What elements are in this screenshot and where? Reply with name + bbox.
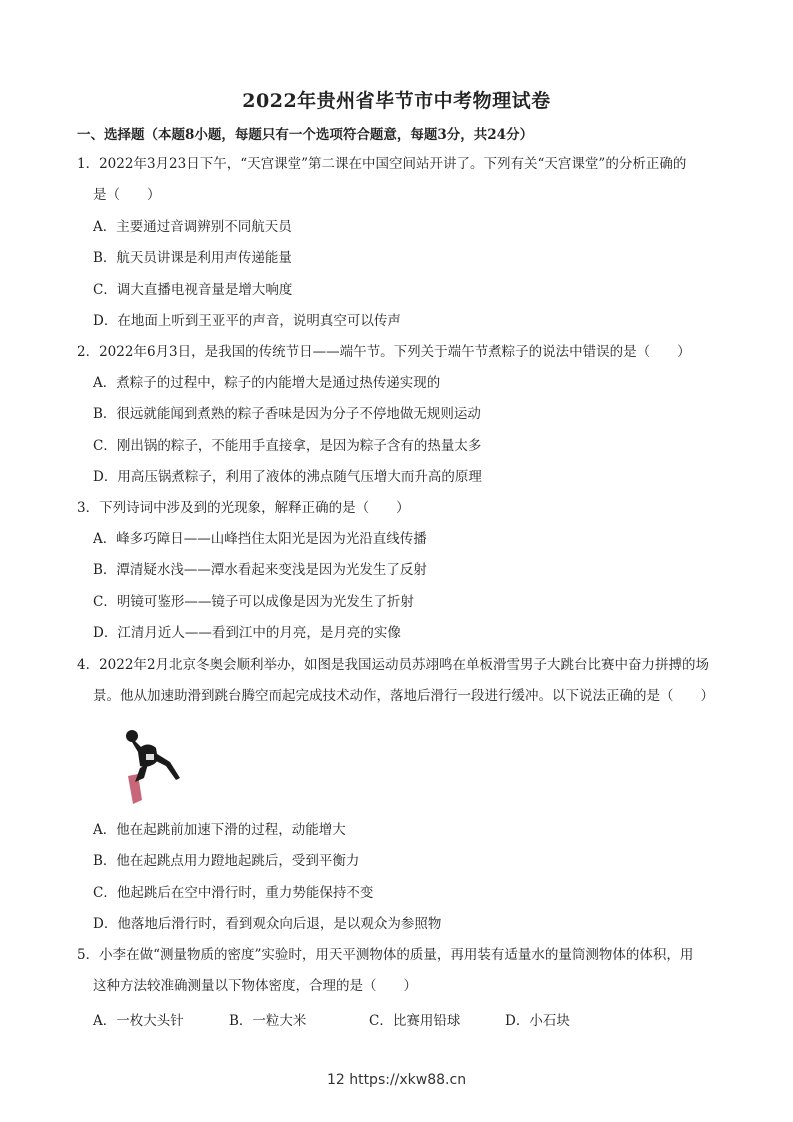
question-3-option-c: C．明镜可鉴形——镜子可以成像是因为光发生了折射 xyxy=(93,594,414,610)
question-1-stem-line-1: 1．2022年3月23日下午，“天宫课堂”第二课在中国空间站开讲了。下列有关“天宫课堂”的分析正确的 xyxy=(77,156,687,172)
question-2-option-b: B．很远就能闻到煮熟的粽子香味是因为分子不停地做无规则运动 xyxy=(93,406,481,422)
question-5-option-c: C．比赛用铅球 xyxy=(369,1013,461,1029)
question-4-option-d: D．他落地后滑行时，看到观众向后退，是以观众为参照物 xyxy=(93,916,442,932)
question-1-stem-line-2: 是（ ） xyxy=(93,187,161,203)
question-1-option-c: C．调大直播电视音量是增大响度 xyxy=(93,282,293,298)
question-3-option-d: D．江清月近人——看到江中的月亮，是月亮的实像 xyxy=(93,625,401,641)
question-2-option-a: A．煮粽子的过程中，粽子的内能增大是通过热传递实现的 xyxy=(93,375,441,391)
question-5-option-b: B．一粒大米 xyxy=(229,1013,307,1029)
question-3-option-a: A．峰多巧障日——山峰挡住太阳光是因为光沿直线传播 xyxy=(93,531,427,547)
question-4-stem-line-2: 景。他从加速助滑到跳台腾空而起完成技术动作，落地后滑行一段进行缓冲。以下说法正确的是（ ） xyxy=(93,688,714,704)
question-5-option-d: D．小石块 xyxy=(505,1013,570,1029)
question-2-option-c: C．刚出锅的粽子，不能用手直接拿，是因为粽子含有的热量太多 xyxy=(93,438,482,454)
question-5-stem-line-1: 5．小李在做“测量物质的密度”实验时，用天平测物体的质量，再用装有适量水的量筒测物体的体积，用 xyxy=(77,947,694,963)
question-5-stem-line-2: 这种方法较准确测量以下物体密度，合理的是（ ） xyxy=(93,978,417,994)
question-2-option-d: D．用高压锅煮粽子，利用了液体的沸点随气压增大而升高的原理 xyxy=(93,469,482,485)
snowboarder-bib xyxy=(146,754,154,760)
section-heading: 一、选择题（本题8小题，每题只有一个选项符合题意，每题3分，共24分） xyxy=(77,127,534,143)
question-1-option-a: A．主要通过音调辨别不同航天员 xyxy=(93,219,292,235)
question-2-stem-line-1: 2．2022年6月3日，是我国的传统节日——端午节。下列关于端午节煮粽子的说法中错误的是（ ） xyxy=(77,344,691,360)
question-3-stem-line-1: 3．下列诗词中涉及到的光现象，解释正确的是（ ） xyxy=(77,500,410,516)
question-4-option-a: A．他在起跳前加速下滑的过程，动能增大 xyxy=(93,822,346,838)
question-4-stem-line-1: 4．2022年2月北京冬奥会顺利举办，如图是我国运动员苏翊鸣在单板滑雪男子大跳台比赛中奋力拼搏的场 xyxy=(77,657,710,673)
page-title: 2022年贵州省毕节市中考物理试卷 xyxy=(242,90,551,112)
question-4-option-c: C．他起跳后在空中滑行时，重力势能保持不变 xyxy=(93,885,374,901)
snowboarder-head xyxy=(126,730,138,742)
question-4-option-b: B．他在起跳点用力蹬地起跳后，受到平衡力 xyxy=(93,853,360,869)
question-5-option-a: A．一枚大头针 xyxy=(93,1013,184,1029)
page-footer: 12 https://xkw88.cn xyxy=(326,1072,467,1088)
snowboarder-arm xyxy=(154,752,180,780)
question-1-option-d: D．在地面上听到王亚平的声音，说明真空可以传声 xyxy=(93,313,401,329)
question-1-option-b: B．航天员讲课是利用声传递能量 xyxy=(93,250,292,266)
question-3-option-b: B．潭清疑水浅——潭水看起来变浅是因为光发生了反射 xyxy=(93,562,427,578)
snowboarder-figure xyxy=(118,722,184,806)
question-5-options xyxy=(93,1009,570,1029)
